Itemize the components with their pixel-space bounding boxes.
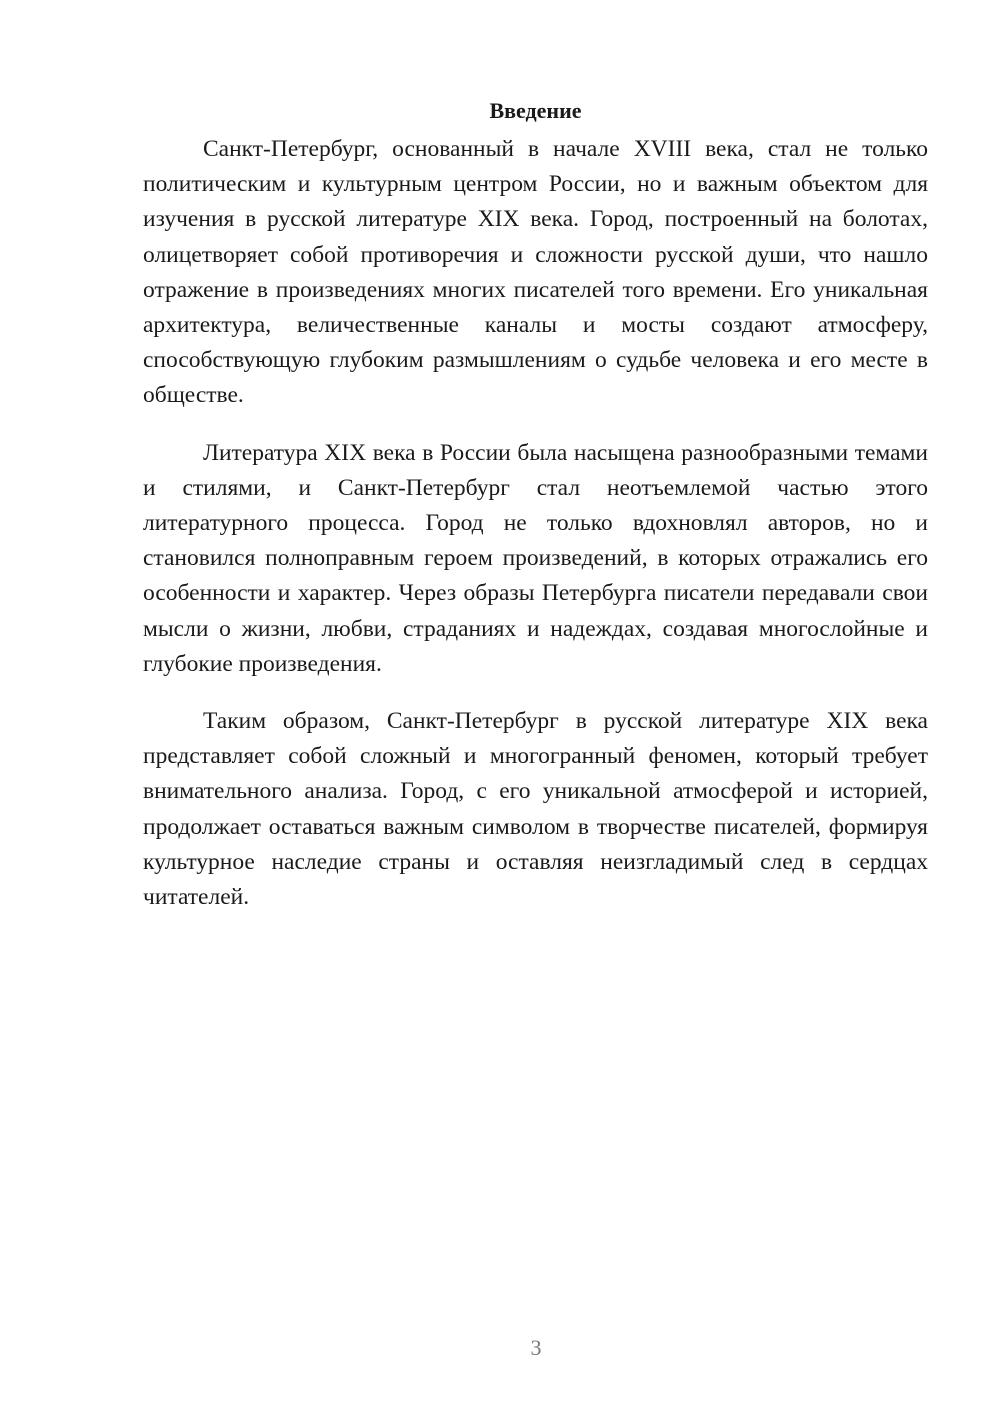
paragraph-2: Литература XIX века в России была насыщена разнообразными темами и стилями, и Санкт-Петербург стал неотъемлемой частью этого литературного процесса. Город не только вдохновлял авторов, но и становился полноправным героем произведений, в которых отражались его особенности и характер. Через образы Петербурга писатели передавали свои мысли о жизни, любви, страданиях и надеждах, создавая многослойные и глубокие произведения. [143, 439, 928, 677]
paragraph-1: Санкт-Петербург, основанный в начале XVIII века, стал не только политическим и культурным центром России, но и важным объектом для изучения в русской литературе XIX века. Город, построенный на болотах, олицетворяет собой противоречия и сложности русской души, что нашло отражение в произведениях многих писателей того времени. Его уникальная архитектура, величественные каналы и мосты создают атмосферу, способствующую глубоким размышлениям о судьбе человека и его месте в обществе. [143, 136, 928, 409]
paragraph-3: Таким образом, Санкт-Петербург в русской литературе XIX века представляет собой сложный и многогранный феномен, который требует внимательного анализа. Город, с его уникальной атмосферой и историей, продолжает оставаться важным символом в творчестве писателей, формируя культурное наследие страны и оставляя неизгладимый след в сердцах читателей. [143, 708, 928, 911]
page-content [143, 93, 928, 937]
page-number: 3 [530, 1335, 542, 1360]
section-title: Введение [489, 98, 582, 123]
